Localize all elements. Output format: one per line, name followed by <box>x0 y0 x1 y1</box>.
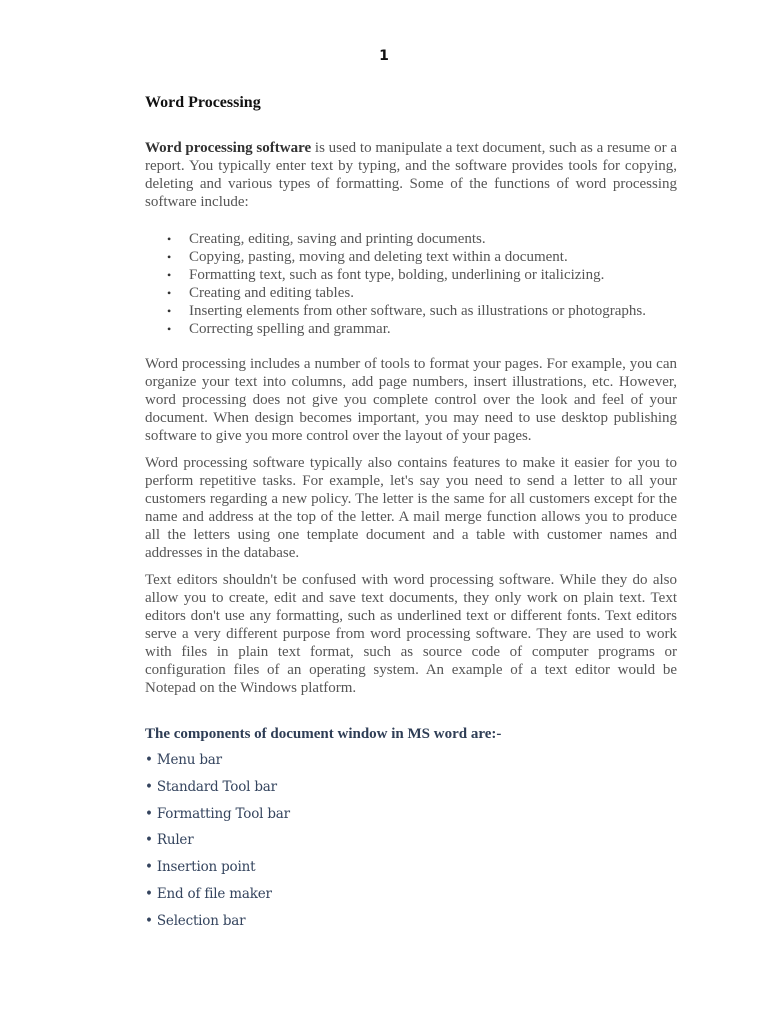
bullet-icon: • <box>167 268 172 282</box>
list-item <box>167 266 677 284</box>
formatting-tools-paragraph: Word processing includes a number of tools to format your pages. For example, you can organize your text into columns, add page numbers, insert illustrations, etc. However, word processing does not give you complete control over the look and feel of your document. When design becomes important, you may need to use desktop publishing software to give you more control over the layout of your pages. <box>145 356 677 444</box>
component-item-end-of-file-maker: • End of file maker <box>145 885 272 902</box>
document-title: Word Processing <box>145 94 261 111</box>
list-item-text: Correcting spelling and grammar. <box>189 321 391 337</box>
page-number: 1 <box>379 48 389 64</box>
bullet-icon: • <box>167 322 172 336</box>
bullet-icon: • <box>167 286 172 300</box>
list-item-text: Inserting elements from other software, such as illustrations or photographs. <box>189 303 646 319</box>
list-item-text: Creating, editing, saving and printing documents. <box>189 231 486 247</box>
list-item-text: Creating and editing tables. <box>189 285 354 301</box>
repetitive-tasks-paragraph: Word processing software typically also contains features to make it easier for you to perform repetitive tasks. For example, let's say you need to send a letter to all your customers regarding a new policy. The letter is the same for all customers except for the name and address at the top of the letter. A mail merge function allows you to produce all the letters using one template document and a table with customer names and addresses in the database. <box>145 455 677 561</box>
document-body <box>145 93 677 939</box>
list-item <box>167 320 677 338</box>
intro-text: is used to manipulate a text document, such as a resume or a report. You typically enter text by typing, and the software provides tools for copying, deleting and various types of formatting. Some of the functions of word processing software include: <box>145 140 678 210</box>
intro-paragraph <box>145 139 677 211</box>
list-item-text: Copying, pasting, moving and deleting text within a document. <box>189 249 568 265</box>
list-item <box>167 302 677 320</box>
component-item-menu-bar: • Menu bar <box>145 752 222 768</box>
component-item-insertion-point: • Insertion point <box>145 859 256 876</box>
components-heading: The components of document window in MS word are:- <box>145 726 502 742</box>
bullet-icon: • <box>167 232 172 246</box>
text-editors-paragraph: Text editors shouldn't be confused with word processing software. While they do also allow you to create, edit and save text documents, they only work on plain text. Text editors don't use any formatting, such as underlined text or different fonts. Text editors serve a very different purpose from word processing software. They are used to work with files in plain text format, such as source code of computer programs or configuration files of an operating system. An example of a text editor would be Notepad on the Windows platform. <box>145 572 677 696</box>
component-item-selection-bar: • Selection bar <box>145 912 246 929</box>
component-item-formatting-toolbar: • Formatting Tool bar <box>145 805 290 822</box>
functions-list <box>145 230 677 338</box>
list-item <box>167 230 677 248</box>
bullet-icon: • <box>167 250 172 264</box>
list-item <box>167 248 677 266</box>
intro-lead-term: Word processing software <box>145 140 312 156</box>
components-list <box>145 751 677 930</box>
bullet-icon: • <box>167 304 172 318</box>
component-item-standard-toolbar: • Standard Tool bar <box>145 778 277 795</box>
list-item <box>167 284 677 302</box>
component-item-ruler: • Ruler <box>145 832 194 849</box>
list-item-text: Formatting text, such as font type, bolding, underlining or italicizing. <box>189 267 605 283</box>
